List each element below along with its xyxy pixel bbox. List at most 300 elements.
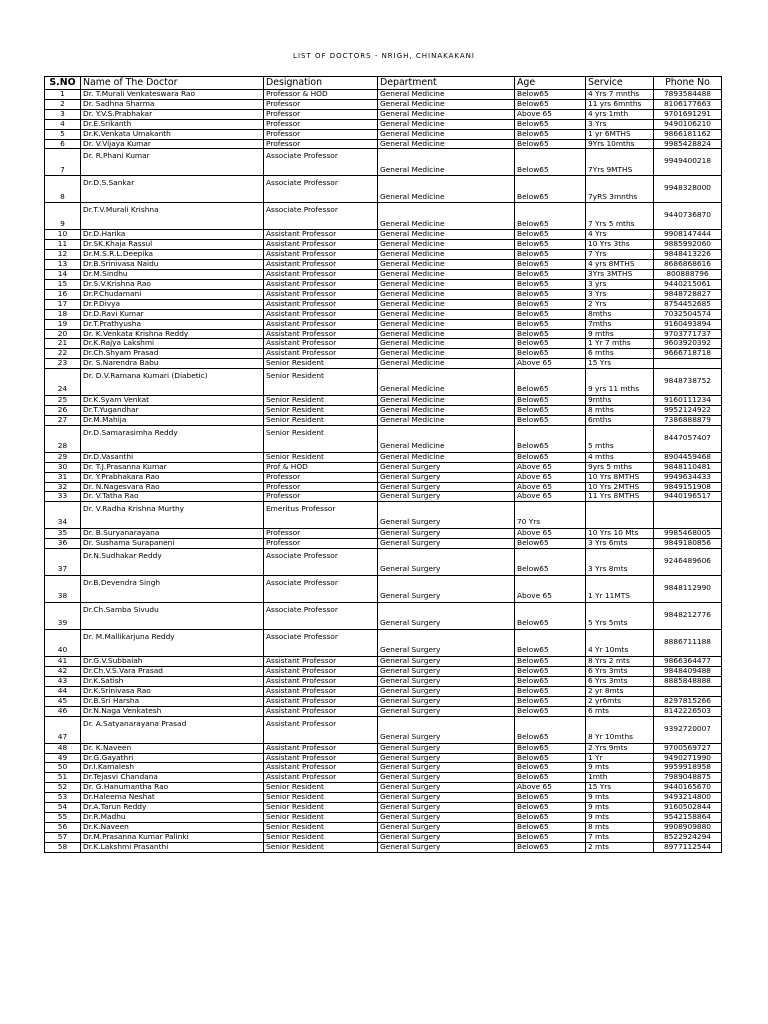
phone-number: 9700569727 <box>654 743 722 753</box>
designation: Professor <box>264 139 378 149</box>
designation: Senior Resident <box>264 842 378 852</box>
phone-number: 9849180856 <box>654 539 722 549</box>
doctor-name: Dr. M.Mallikarjuna Reddy <box>81 630 264 657</box>
row-sno: 20 <box>45 329 81 339</box>
table-row <box>45 716 722 743</box>
designation: Assistant Professor <box>264 743 378 753</box>
doctor-name: Dr. D.V.Ramana Kumari (Diabetic) <box>81 369 264 396</box>
age: Below65 <box>515 812 586 822</box>
age: Below65 <box>515 270 586 280</box>
table-row <box>45 482 722 492</box>
doctor-name: Dr.M.Prasanna Kumar Palinki <box>81 832 264 842</box>
department: General Surgery <box>378 832 515 842</box>
doctor-name: Dr. R.Phani Kumar <box>81 149 264 176</box>
row-sno: 21 <box>45 339 81 349</box>
row-sno: 15 <box>45 279 81 289</box>
age: Below65 <box>515 425 586 452</box>
doctor-name: Dr.Ch.Shyam Prasad <box>81 349 264 359</box>
row-sno: 6 <box>45 139 81 149</box>
designation: Assistant Professor <box>264 667 378 677</box>
designation: Assistant Professor <box>264 763 378 773</box>
phone-number: 8522924294 <box>654 832 722 842</box>
doctor-name: Dr.K.Venkata Umakanth <box>81 129 264 139</box>
doctor-name: Dr.R.Madhu <box>81 812 264 822</box>
table-row <box>45 309 722 319</box>
table-row <box>45 630 722 657</box>
age: Below65 <box>515 743 586 753</box>
table-row <box>45 230 722 240</box>
row-sno: 16 <box>45 289 81 299</box>
row-sno: 35 <box>45 529 81 539</box>
phone-number: 8885848888 <box>654 677 722 687</box>
age: Below65 <box>515 406 586 416</box>
row-sno: 26 <box>45 406 81 416</box>
age: Below65 <box>515 603 586 630</box>
designation: Assistant Professor <box>264 773 378 783</box>
service: 9 mts <box>586 763 654 773</box>
service: 2 yr6mts <box>586 696 654 706</box>
age: Below65 <box>515 230 586 240</box>
header-phone: Phone No <box>654 77 722 90</box>
doctor-name: Dr. Y.V.S.Prabhakar <box>81 109 264 119</box>
row-sno: 24 <box>45 369 81 396</box>
phone-number: 9848212776 <box>654 603 722 630</box>
doctor-name: Dr.M.Sindhu <box>81 270 264 280</box>
doctor-name: Dr.K.Satish <box>81 677 264 687</box>
phone-number: 9885992060 <box>654 240 722 250</box>
row-sno: 45 <box>45 696 81 706</box>
row-sno: 12 <box>45 250 81 260</box>
table-row <box>45 832 722 842</box>
service: 6 Yrs 3mts <box>586 677 654 687</box>
age: Below65 <box>515 319 586 329</box>
age: Above 65 <box>515 576 586 603</box>
age: Above 65 <box>515 462 586 472</box>
age: Below65 <box>515 753 586 763</box>
department: General Medicine <box>378 289 515 299</box>
row-sno: 33 <box>45 492 81 502</box>
service: 15 Yrs <box>586 783 654 793</box>
row-sno: 50 <box>45 763 81 773</box>
age: Below65 <box>515 657 586 667</box>
row-sno: 31 <box>45 472 81 482</box>
service: 3Yrs 3MTHS <box>586 270 654 280</box>
department: General Surgery <box>378 677 515 687</box>
doctor-name: Dr. V.Vijaya Kumar <box>81 139 264 149</box>
doctor-name: Dr. V.Radha Krishna Murthy <box>81 502 264 529</box>
table-row <box>45 129 722 139</box>
row-sno: 2 <box>45 99 81 109</box>
service: 3 Yrs <box>586 289 654 299</box>
phone-number: 9160111234 <box>654 396 722 406</box>
doctor-name: Dr.E.Srikanth <box>81 119 264 129</box>
department: General Surgery <box>378 482 515 492</box>
table-row <box>45 462 722 472</box>
service: 9 mts <box>586 812 654 822</box>
designation: Assistant Professor <box>264 329 378 339</box>
table-row <box>45 803 722 813</box>
age: Below65 <box>515 240 586 250</box>
phone-number: 8142226503 <box>654 706 722 716</box>
department: General Medicine <box>378 270 515 280</box>
table-row <box>45 279 722 289</box>
service: 9 mts <box>586 793 654 803</box>
service: 11 yrs 6mnths <box>586 99 654 109</box>
phone-number: 9493214800 <box>654 793 722 803</box>
table-row <box>45 299 722 309</box>
age: Below65 <box>515 706 586 716</box>
row-sno: 1 <box>45 90 81 100</box>
phone-number: 7032504574 <box>654 309 722 319</box>
row-sno: 23 <box>45 359 81 369</box>
age: Above 65 <box>515 359 586 369</box>
designation: Assistant Professor <box>264 319 378 329</box>
age: Below65 <box>515 369 586 396</box>
service: 10 Yrs 8MTHS <box>586 472 654 482</box>
department: General Surgery <box>378 783 515 793</box>
designation: Professor <box>264 472 378 482</box>
phone-number: 9490271990 <box>654 753 722 763</box>
service: 8 mths <box>586 406 654 416</box>
department: General Surgery <box>378 667 515 677</box>
service: 8 Yr 10mths <box>586 716 654 743</box>
designation: Senior Resident <box>264 783 378 793</box>
designation: Assistant Professor <box>264 299 378 309</box>
table-row <box>45 406 722 416</box>
service: 9yrs 5 mths <box>586 462 654 472</box>
age: Above 65 <box>515 472 586 482</box>
service: 7 mts <box>586 832 654 842</box>
department: General Medicine <box>378 359 515 369</box>
department: General Medicine <box>378 230 515 240</box>
doctor-name: Dr.G.V.Subbaiah <box>81 657 264 667</box>
table-row <box>45 90 722 100</box>
row-sno: 48 <box>45 743 81 753</box>
designation: Assistant Professor <box>264 240 378 250</box>
designation: Assistant Professor <box>264 260 378 270</box>
doctor-name: Dr.S.V.Krishna Rao <box>81 279 264 289</box>
row-sno: 39 <box>45 603 81 630</box>
row-sno: 37 <box>45 549 81 576</box>
phone-number: 7386888879 <box>654 415 722 425</box>
age: Below65 <box>515 415 586 425</box>
department: General Medicine <box>378 129 515 139</box>
document-title: LIST OF DOCTORS - NRIGH, CHINAKAKANI <box>293 52 475 60</box>
table-row <box>45 502 722 529</box>
service: 6 mths <box>586 349 654 359</box>
phone-number: 8886711188 <box>654 630 722 657</box>
phone-number: 9866364477 <box>654 657 722 667</box>
row-sno: 34 <box>45 502 81 529</box>
age: Below65 <box>515 773 586 783</box>
department: General Medicine <box>378 90 515 100</box>
table-row <box>45 763 722 773</box>
phone-number: 9440736870 <box>654 203 722 230</box>
phone-number: 9908909880 <box>654 822 722 832</box>
age: Below65 <box>515 129 586 139</box>
department: General Medicine <box>378 396 515 406</box>
age: Above 65 <box>515 482 586 492</box>
row-sno: 49 <box>45 753 81 763</box>
doctor-name: Dr. S.Narendra Babu <box>81 359 264 369</box>
designation: Associate Professor <box>264 630 378 657</box>
designation: Assistant Professor <box>264 339 378 349</box>
designation: Assistant Professor <box>264 686 378 696</box>
table-row <box>45 452 722 462</box>
designation: Professor <box>264 482 378 492</box>
doctor-name: Dr.I.Kamalesh <box>81 763 264 773</box>
service: 3 Yrs 8mts <box>586 549 654 576</box>
phone-number: 9701691291 <box>654 109 722 119</box>
phone-number: 9440215061 <box>654 279 722 289</box>
service: 2 mts <box>586 842 654 852</box>
row-sno: 56 <box>45 822 81 832</box>
designation: Associate Professor <box>264 603 378 630</box>
doctor-name: Dr.D.Ravi Kumar <box>81 309 264 319</box>
department: General Surgery <box>378 492 515 502</box>
designation: Senior Resident <box>264 803 378 813</box>
phone-number <box>654 359 722 369</box>
doctor-name: Dr. N.Nagesvara Rao <box>81 482 264 492</box>
doctor-name: Dr.Ch.Samba Sivudu <box>81 603 264 630</box>
designation: Assistant Professor <box>264 289 378 299</box>
doctor-name: Dr.Ch.V.S.Vara Prasad <box>81 667 264 677</box>
row-sno: 28 <box>45 425 81 452</box>
department: General Surgery <box>378 539 515 549</box>
table-row <box>45 743 722 753</box>
service: 3 yrs <box>586 279 654 289</box>
designation: Assistant Professor <box>264 279 378 289</box>
table-row <box>45 109 722 119</box>
phone-number: 9542158864 <box>654 812 722 822</box>
designation: Professor <box>264 119 378 129</box>
age: Below65 <box>515 339 586 349</box>
phone-number: 9949400218 <box>654 149 722 176</box>
age: Below65 <box>515 803 586 813</box>
doctor-name: Dr.Haleema Neshat <box>81 793 264 803</box>
service: 7yRS 3mnths <box>586 176 654 203</box>
designation: Senior Resident <box>264 832 378 842</box>
department: General Surgery <box>378 842 515 852</box>
age: Below65 <box>515 349 586 359</box>
phone-number: 9603920392 <box>654 339 722 349</box>
age: Below65 <box>515 539 586 549</box>
phone-number: 8977112544 <box>654 842 722 852</box>
department: General Medicine <box>378 250 515 260</box>
doctor-name: Dr.D.Vasanthi <box>81 452 264 462</box>
phone-number: 800888796 <box>654 270 722 280</box>
age: Below65 <box>515 250 586 260</box>
table-row <box>45 529 722 539</box>
row-sno: 7 <box>45 149 81 176</box>
department: General Medicine <box>378 406 515 416</box>
age: Below65 <box>515 677 586 687</box>
header-age: Age <box>515 77 586 90</box>
department: General Surgery <box>378 793 515 803</box>
designation: Professor <box>264 99 378 109</box>
designation: Senior Resident <box>264 452 378 462</box>
doctor-name: Dr.P.Chudamani <box>81 289 264 299</box>
designation: Associate Professor <box>264 203 378 230</box>
table-row <box>45 706 722 716</box>
age: Below65 <box>515 842 586 852</box>
designation: Senior Resident <box>264 359 378 369</box>
table-row <box>45 549 722 576</box>
table-row <box>45 472 722 482</box>
department: General Medicine <box>378 339 515 349</box>
row-sno: 22 <box>45 349 81 359</box>
age: Below65 <box>515 279 586 289</box>
department: General Medicine <box>378 425 515 452</box>
table-row <box>45 349 722 359</box>
age: Below65 <box>515 686 586 696</box>
department: General Medicine <box>378 99 515 109</box>
doctor-name: Dr.D.Samarasimha Reddy <box>81 425 264 452</box>
table-row <box>45 329 722 339</box>
designation: Professor <box>264 492 378 502</box>
age: Below65 <box>515 452 586 462</box>
department: General Medicine <box>378 415 515 425</box>
service: 7mths <box>586 319 654 329</box>
doctor-name: Dr.K.Syam Venkat <box>81 396 264 406</box>
doctor-name: Dr.D.S.Sankar <box>81 176 264 203</box>
phone-number: 9848738752 <box>654 369 722 396</box>
table-row <box>45 240 722 250</box>
phone-number: 9666718718 <box>654 349 722 359</box>
designation: Senior Resident <box>264 369 378 396</box>
row-sno: 9 <box>45 203 81 230</box>
service: 10 Yrs 2MTHS <box>586 482 654 492</box>
phone-number: 9490106210 <box>654 119 722 129</box>
service: 4 yrs 8MTHS <box>586 260 654 270</box>
designation: Associate Professor <box>264 176 378 203</box>
designation: Assistant Professor <box>264 309 378 319</box>
age: Below65 <box>515 99 586 109</box>
table-row <box>45 359 722 369</box>
designation: Prof & HOD <box>264 462 378 472</box>
table-row <box>45 149 722 176</box>
row-sno: 51 <box>45 773 81 783</box>
service: 6 mts <box>586 706 654 716</box>
service: 4 yrs 1mth <box>586 109 654 119</box>
row-sno: 42 <box>45 667 81 677</box>
doctor-name: Dr. Sadhna Sharma <box>81 99 264 109</box>
doctor-name: Dr. Y.Prabhakara Rao <box>81 472 264 482</box>
service: 11 Yrs 8MTHS <box>586 492 654 502</box>
doctor-name: Dr.SK.Khaja Rassul <box>81 240 264 250</box>
row-sno: 30 <box>45 462 81 472</box>
designation: Assistant Professor <box>264 716 378 743</box>
service: 2 Yrs <box>586 299 654 309</box>
designation: Associate Professor <box>264 149 378 176</box>
row-sno: 44 <box>45 686 81 696</box>
phone-number: 9848728827 <box>654 289 722 299</box>
row-sno: 3 <box>45 109 81 119</box>
service: 8 mts <box>586 822 654 832</box>
department: General Surgery <box>378 603 515 630</box>
service: 7 Yrs <box>586 250 654 260</box>
doctor-name: Dr.B.Devendra Singh <box>81 576 264 603</box>
table-row <box>45 822 722 832</box>
department: General Medicine <box>378 109 515 119</box>
table-row <box>45 250 722 260</box>
doctor-name: Dr.Tejasvi Chandana <box>81 773 264 783</box>
service: 7Yrs 9MTHS <box>586 149 654 176</box>
row-sno: 58 <box>45 842 81 852</box>
row-sno: 13 <box>45 260 81 270</box>
department: General Surgery <box>378 716 515 743</box>
table-row <box>45 203 722 230</box>
phone-number: 9949634433 <box>654 472 722 482</box>
row-sno: 40 <box>45 630 81 657</box>
service: 4 Yrs 7 mnths <box>586 90 654 100</box>
phone-number: 8754452685 <box>654 299 722 309</box>
row-sno: 17 <box>45 299 81 309</box>
service: 1mth <box>586 773 654 783</box>
designation: Professor <box>264 529 378 539</box>
age: Below65 <box>515 176 586 203</box>
doctor-name: Dr.K.Lakshmi Prasanthi <box>81 842 264 852</box>
service: 9 mts <box>586 803 654 813</box>
designation: Senior Resident <box>264 406 378 416</box>
row-sno: 11 <box>45 240 81 250</box>
row-sno: 53 <box>45 793 81 803</box>
designation: Assistant Professor <box>264 230 378 240</box>
header-department: Department <box>378 77 515 90</box>
service: 5 mths <box>586 425 654 452</box>
phone-number: 9848110481 <box>654 462 722 472</box>
department: General Surgery <box>378 696 515 706</box>
age: Below65 <box>515 289 586 299</box>
doctors-table <box>44 76 722 853</box>
age: Below65 <box>515 667 586 677</box>
header-service: Service <box>586 77 654 90</box>
row-sno: 36 <box>45 539 81 549</box>
department: General Surgery <box>378 472 515 482</box>
header-name: Name of The Doctor <box>81 77 264 90</box>
table-row <box>45 260 722 270</box>
row-sno: 5 <box>45 129 81 139</box>
designation: Associate Professor <box>264 549 378 576</box>
department: General Medicine <box>378 329 515 339</box>
designation: Emeritus Professor <box>264 502 378 529</box>
table-row <box>45 812 722 822</box>
phone-number: 8297815266 <box>654 696 722 706</box>
header-designation: Designation <box>264 77 378 90</box>
phone-number: 9392720007 <box>654 716 722 743</box>
service: 2 Yrs 9mts <box>586 743 654 753</box>
designation: Professor <box>264 539 378 549</box>
doctor-name: Dr. T.Murali Venkateswara Rao <box>81 90 264 100</box>
table-row <box>45 657 722 667</box>
table-row <box>45 696 722 706</box>
service: 6mths <box>586 415 654 425</box>
service: 4 Yrs <box>586 230 654 240</box>
department: General Medicine <box>378 349 515 359</box>
phone-number: 9160493894 <box>654 319 722 329</box>
row-sno: 19 <box>45 319 81 329</box>
age: Below65 <box>515 396 586 406</box>
row-sno: 10 <box>45 230 81 240</box>
doctor-name: Dr.D.Harika <box>81 230 264 240</box>
phone-number: 9985468005 <box>654 529 722 539</box>
service <box>586 502 654 529</box>
service: 9 yrs 11 mths <box>586 369 654 396</box>
row-sno: 54 <box>45 803 81 813</box>
table-row <box>45 425 722 452</box>
phone-number <box>654 502 722 529</box>
service: 1 Yr 7 mths <box>586 339 654 349</box>
